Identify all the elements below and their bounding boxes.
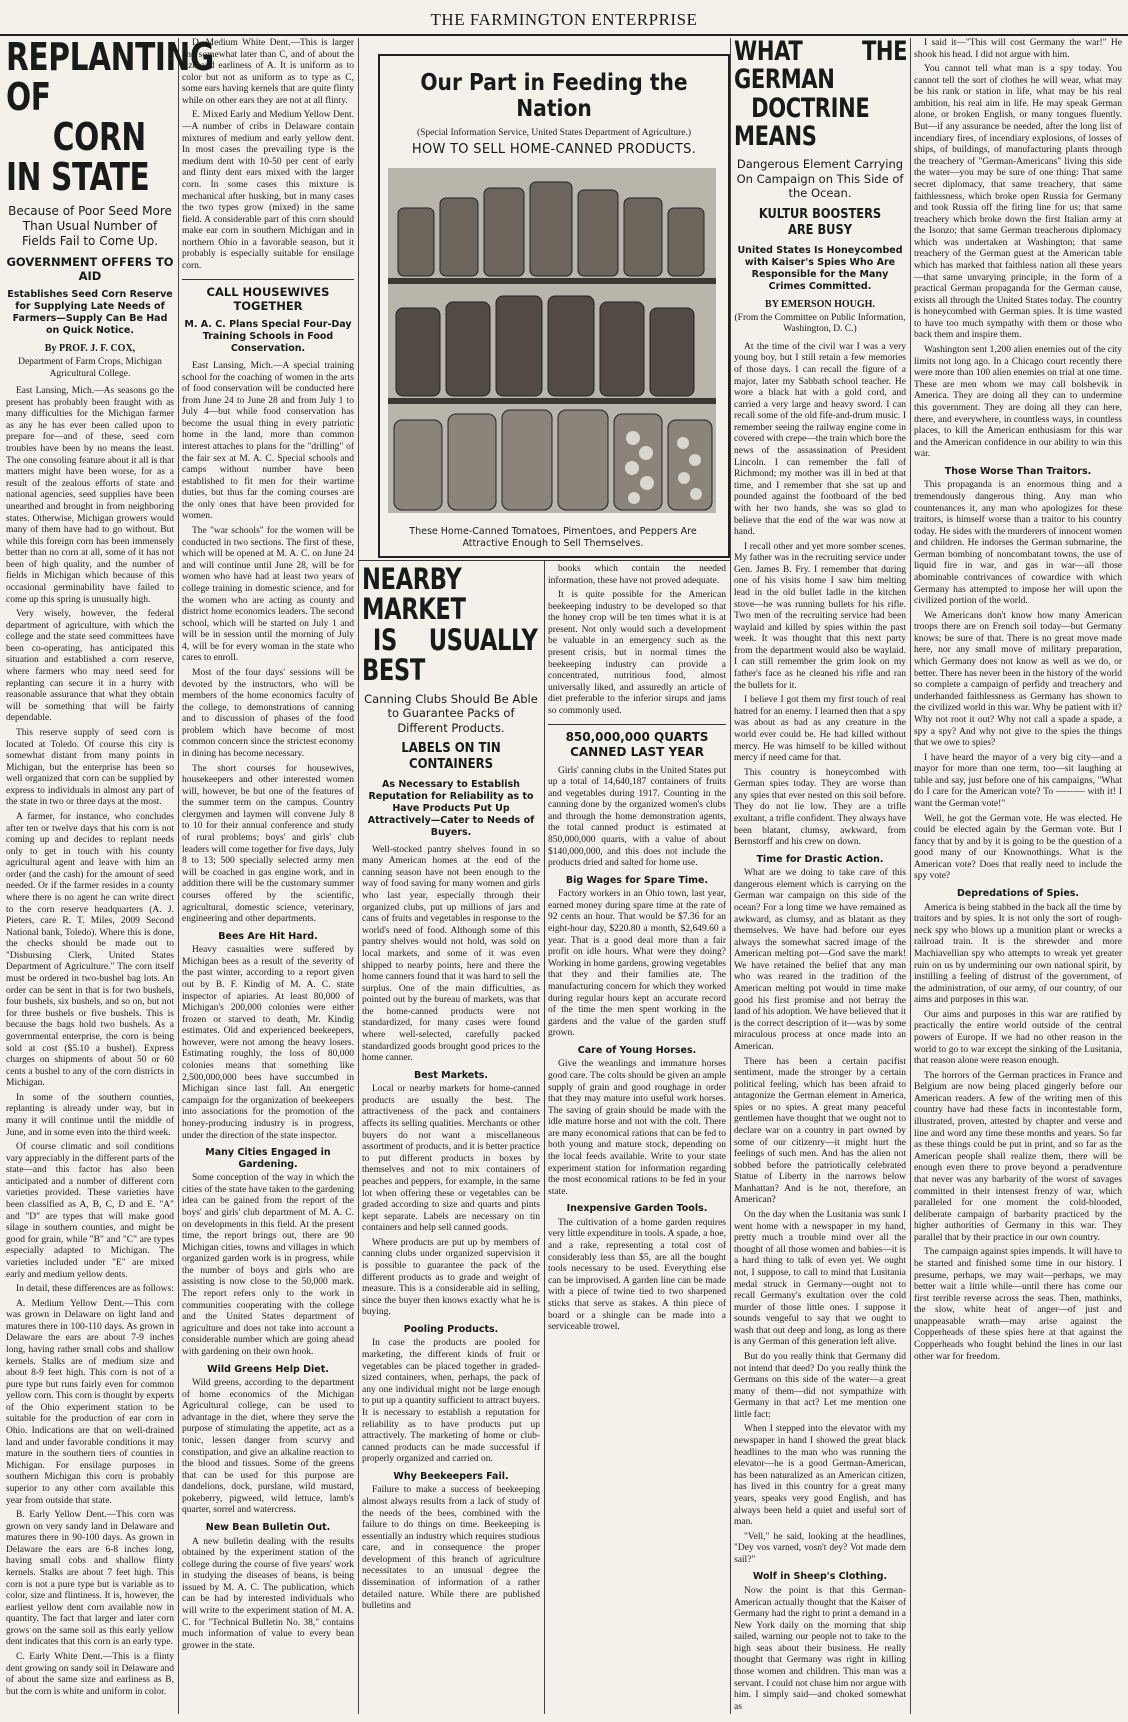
corn-paragraph: East Lansing, Mich.—As seasons go the present has probably been fraught with as many difficulties for the Michigan farmer as any he has ever been called upon to prepare for—and of these, seed corn troubles have been by no means the least. The one consoling feature about it all is that matters might have been worse, for as a result of the zealous efforts of state and national agencies, seed supplies have been unearthed and brought in from neighboring states. Otherwise, Michigan growers would many of them have had to go without. But while this foreign corn has been immensely better than no corn at all, some of it has not been of high quality, and the number of fields in Michigan which because of this occasional germinability have failed to come up this spring is unusually high. [6, 386, 174, 605]
masthead [0, 0, 1128, 36]
housewives-deck: M. A. C. Plans Special Four-Day Training Schools in Food Conservation. [184, 319, 352, 355]
market-headline: NEARBY MARKET IS USUALLY BEST [362, 562, 538, 688]
traitors-paragraph: This propaganda is an enormous thing and a tremendously dangerous thing. Any man who countenances it, any man who apologizes for these traitors, is himself worse than a traitor to his country today. He sides with the murderers of innocent women and children. He indorses the German submarine, the German bombing of noncombatant towns, the use of liquid fire in war, and gas in war—all those abominable contrivances of cowardice with which Germany has attempted to impose her will upon the civilized portion of the world. [914, 480, 1122, 607]
tools-paragraph: The cultivation of a home garden requires very little expenditure in tools. A spade, a hoe, and a rake, representing a total cost of considerably less than $5, are all the bought tools necessary to be used. Everything else can be improvised. A garden line can be made with a piece of twine tied to two sharpened sticks that serve as stakes. A thin piece of board or a shingle can be made into a serviceable trowel. [548, 1217, 726, 1333]
drastic-action-paragraph: What are we doing to take care of this dangerous element which is carrying on the German war campaign on this side of the ocean? For a long time we have remained as awkward, as clumsy, and as blatant as they themselves. We have had before our eyes always the somewhat sacred image of the American melting pot—God save the mark! We have retained the belief that any man who was reared in the tradition of the American melting pot would in time make good his first promise and not betray the land of his adoption. We have believed that it is the correct description of it—was by some miraculous process at once made into an American. [734, 868, 906, 1052]
housewives-paragraph: The "war schools" for the women will be conducted in two sections. The first of these, which will be opened at M. A. C. on June 24 and will continue until June 28, will be for women who have had at least two years of college training in domestic science, and for the women who are acting as county and district home economics leaders. The second school, which will be started on July 1 and will be in session until the morning of July 4, will be for every woman in the state who cares to enroll. [182, 526, 354, 664]
quarts-article [548, 564, 726, 1714]
beekeepers-heading: Why Beekeepers Fail. [393, 1470, 509, 1482]
traitors-heading: Those Worse Than Traitors. [944, 465, 1092, 477]
pooling-heading: Pooling Products. [403, 1323, 499, 1335]
column-rule [358, 38, 359, 1714]
depredations-paragraph: The horrors of the German practices in France and Belgium are now being placed gingerly before our American readers. A few of the writing men of this country have had these facts in incontestable form, illustrated, proven, attested by chapter and verse and line and word any time these months and years. So far as these things could be put in print, and so far as the American people shall realize them, there will be enough even there to prove beyond a peradventure that never was any barbarity of the worst of savages committed in their intensest frenzy of war, which paralleled for one moment the cold-blooded, deliberate campaign of barbarity practiced by the higher authorities of Germany in this war. They parallel that by their practice in our own country. [914, 1070, 1122, 1243]
horses-heading: Care of Young Horses. [577, 1044, 697, 1056]
spy-column [914, 38, 1122, 1714]
tools-heading: Inexpensive Garden Tools. [566, 1203, 708, 1215]
german-headline: WHAT THE GERMAN DOCTRINE MEANS [734, 36, 908, 153]
market-small-deck: As Necessary to Establish Reputation for Reliability as to Have Products Put Up Attractively—Cater to Needs of Buyers. [367, 779, 535, 838]
column-rule [544, 560, 545, 1714]
best-markets-paragraph: Where products are put up by members of canning clubs under organized supervision it is possible to guarantee the pack of the different products as to grade and weight of measure. This is a considerable aid in selling, since the buyer then knows exactly what he is buying. [362, 1237, 540, 1318]
depredations-paragraph: Our aims and purposes in this war are ratified by practically the entire world outside of the central powers of Europe. If we had no other reason in the world to go to war except the sinking of the Lusitania, that reason alone were reason enough. [914, 1009, 1122, 1067]
corn-paragraph: E. Mixed Early and Medium Yellow Dent.—A number of cribs in Delaware contain mixtures of medium and early yellow dent. In most cases the prevailing type is the medium dent with 10-50 per cent of early and flinty dent ears mixed with the larger corn. In some cases this mixture is mechanical after husking, but in many cases the two types grow (mixed) in the same field. A considerable part of this corn should make ear corn in southern Michigan and in northern Ohio in a favorable season, but it probably is especially suitable for ensilage corn. [182, 110, 354, 271]
german-credit: (From the Committee on Public Information, Washington, D. C.) [734, 312, 906, 335]
horses-paragraph: Give the weanlings and immature horses good care. The colts should be given an ample supply of grain and good roughage in order that they may mature into useful work horses. The saving of grain should be made with the idle mature horse and not with the colt. There are many economical rations that can be fed to both young and mature stock, depending on the local feeds available. Write to your state experiment station for information regarding the most economical rations to be fed in your state. [548, 1059, 726, 1197]
feeding-info: (Special Information Service, United States Department of Agriculture.) [416, 128, 692, 138]
corn-paragraph: A farmer, for instance, who concludes after ten or twelve days that his corn is not coming up and decides to replant needs only to get in touch with his county agricultural agent and leave with him an order (and the cash) for the amount of seed needed. Or if the farmer resides in a county where there is no agent he can write direct to the corn reserve headquarters (A. J. Pieters, care R. T. Miles, 2009 Second National bank, Toledo). Where this is done, the checks should be made out to "Disbursing Clerk, United States Department of Agriculture." The corn itself must be ordered in two-bushel bag lots. An order can be sent in that is for two bushels, four bushels, six bushels, and so on, but not for three bushels or five bushels. This is because the bags hold two bushels. As a governmental enterprise, the corn is being sold at cost ($5.10 a bushel). Express charges on shipments of about 50 or 60 cents a bushel to any of the corn districts in Michigan. [6, 811, 174, 1089]
german-paragraph: I believe I got them my first touch of real hatred for an enemy. I learned then that a spy was about as bad as any creature in the world ever could be. He had killed without mercy. He was himself to be killed without mercy if need came for that. [734, 695, 906, 764]
greens-paragraph: Wild greens, according to the department of home economics of the Michigan Agricultural college, can be used to advantage in the diet, where they serve the purpose of stimulating the appetite, act as a tonic, lessen danger from scurvy and constipation, and give an alkaline reaction to the blood and tissues. Some of the greens that can be used for this purpose are dandelions, dock, purslane, wild mustard, pokeberry, pigweed, wild lettuce, lamb's quarter, sorrel and watercress. [182, 1378, 354, 1516]
corn-deck: Because of Poor Seed More Than Usual Number of Fields Fail to Come Up. [8, 203, 172, 248]
german-paragraph: I recall other and yet more somber scenes. My father was in the recruiting service under Gen. James B. Fry. I remember that during one of his visits home I saw him melting lead in the old bullet ladle in the kitchen stove—he was running bullets for his rifle. Two men of the recruiting service had been waylaid and killed by spies within the past week. It was thought that this next party from the department would also be waylaid. I can still remember the grim look on my father's face as he cleaned his rifle and ran the bullets for it. [734, 541, 906, 691]
german-deck: Dangerous Element Carrying On Campaign on This Side of the Ocean. [736, 157, 904, 201]
corn-paragraph: D. Medium White Dent.—This is larger and somewhat later than C, and of about the size and earliness of A. It is uniform as to color but not as uniform as to type as C, some ears having kernels that are quite flinty while on other ears they are not at all flinty. [182, 38, 354, 106]
corn-paragraph: A. Medium Yellow Dent.—This corn was grown in Delaware on light land and matures there in 100-110 days. As grown in Delaware the ears are about 7-9 inches long, having rather small cobs and shallow kernels. Stalks are of medium size and about 8-9 feet high. This corn is not of a pure type but runs fairly even for common yellow corn. This corn is thought by experts of the Ohio experiment station to be suitable for the production of ear corn in Ohio. Indications are that on well-drained land and under favorable conditions it may mature in the southern tiers of counties in Michigan. For ensilage purposes in southern Michigan this corn is probably superior to any other corn available this year from outside that state. [6, 1298, 174, 1506]
wages-heading: Big Wages for Spare Time. [565, 874, 709, 886]
best-markets-paragraph: Local or nearby markets for home-canned products are usually the best. The attractiveness of the pack and containers affects its selling qualities. Merchants or other buyers do not want a miscellaneous assortment of products, and it is better practice to put different products in boxes by themselves and not to mix containers of peaches and peppers, for example, in the same lot when offering these or vegetables can be graded according to size and quarts and pints kept separate. Labels are necessary on tin containers and help sell canned goods. [362, 1084, 540, 1234]
drastic-action-paragraph: But do you really think that Germany did not intend that deed? Do you really think the Germans on this side of the water—a great many of them—did not sympathize with Germany in that act? Let me mention one little fact: [734, 1351, 906, 1420]
cities-paragraph: Some conception of the way in which the cities of the state have taken to the gardening idea can be gained from the report of the boys' and girls' club department of M. A. C. on developments in this field. At the present time, the report brings out, there are 90 Michigan cities, towns and villages in which organized garden work is in progress, while the number of boys and girls who are assisting is now close to the 50,000 mark. The report refers only to the work in communities cooperating with the college and the United States department of agriculture and does not take into account a considerable number which are going ahead with gardening on their own hook. [182, 1173, 354, 1357]
feeding-nation-box [378, 54, 730, 558]
bees-paragraph: Heavy casualties were suffered by Michigan bees as a result of the severity of the past winter, according to a report given out by B. F. Kindig of M. A. C. state inspector of apiaries. At least 80,000 of Michigan's 200,000 colonies were either frozen or starved to death, Mr. Kindig estimates. Old and experienced beekeepers, however, were not among the heavy losers. Estimating roughly, the loss of 80,000 colonies means that something like 2,500,000,000 bees have succumbed in Michigan since last fall. An energetic campaign for the organization of beekeepers into associations for the promotion of the honey-producing industry is in progress, under the direction of the state inspector. [182, 945, 354, 1141]
depredations-heading: Depredations of Spies. [956, 888, 1080, 900]
traitors-paragraph: I have heard the mayor of a very big city—and a mayor for more than one term, too—sit laughing at table and say, just before one of his campaigns, "What do I care for the American vote? To ——— with it! I want the German vote!" [914, 752, 1122, 809]
corn-article [6, 35, 214, 1714]
corn-headline: REPLANTING OF CORN IN STATE [6, 35, 214, 199]
corn-paragraph: Of course climatic and soil conditions vary appreciably in the different parts of the state—and this factor has also been anticipated and a number of different corn varieties provided. These varieties have been classified as A, B, C, D and E. "A" and "D" are types that will make good silage in southern counties, and might be good for grain, while "B" and "C" are types especially adapted to Michigan. The varieties included under "E" are mixed early and medium yellow dents. [6, 1142, 174, 1280]
corn-paragraph: B. Early Yellow Dent.—This corn was grown on very sandy land in Delaware and matures there in 90-100 days. As grown in Delaware the ears are 6-8 inches long, having small cobs and shallow flinty kernels. Stalks are about 7 feet high. This corn is not a pure type but is variable as to color, size and flintiness. It is, however, the earliest yellow dent corn available now in quantity. The fact that larger and later corn grows on the same soil as this early yellow dent indicates that this corn is an early type. [6, 1510, 174, 1648]
corn-paragraph: In some of the southern counties, replanting is already under way, but in many it will continue until the middle of June, and in some even into the third week. [6, 1092, 174, 1138]
drastic-action-heading: Time for Drastic Action. [756, 853, 884, 865]
drastic-action-paragraph: On the day when the Lusitania was sunk I went home with a newspaper in my hand, pretty much a trouble mind over all the thought of all those women and babies—it is a hard thing to talk of even yet. We ought not, I suppose, to call to mind that Lusitania medal struck in Germany—ought not to recall Germany's exultation over the cold murder of those little ones. I suppose it sounds vengeful to say that we ought to wash that out deep and long, as long as there is any German of this generation left alive. [734, 1210, 906, 1348]
housewives-paragraph: Most of the four days' sessions will be devoted by the instructors, who will be members of the home economics faculty of the college, to demonstrations of canning and to discussion of phases of the food problem which have become of most common concern since the strictest economy in dining has become necessary. [182, 667, 354, 760]
drastic-action-paragraph: There has been a certain pacifist sentiment, made the stronger by a certain political feeling, which has been afraid to antagonize the German element in America, spies or no spies. A great many peaceful gentlemen have thought that we ought not to declare war on a country in part owned by some of our citizenry—it might hurt the feelings of such men. And has the alien not sobbed before the patriotically celebrated Statue of Liberty in the narrows below Manhattan? And is he not, therefore, an American? [734, 1056, 906, 1206]
bulletin-heading: New Bean Bulletin Out. [205, 1522, 331, 1534]
wolf-paragraph: Now the point is that this German-American actually thought that the Kaiser of Germany had the right to print a demand in a New York daily on the morning that ship sailed, warning our people not to take to the high seas about their business. He really thought that Germany was right in killing those women and children. This man was a servant. I could not chase him nor argue with him. I simply said—and choked somewhat as [734, 1585, 906, 1712]
traitors-paragraph: We Americans don't know how many American troops there are on French soil today—but Germany knows; be sure of that. There is no great move made here, nor any small move of military preparation, which Germany does not know as well as we do, or better. There has never been in the history of the world so complete a campaign of perfidy and treachery and underhanded faithlessness as Germany has shown to the civilized world in this war. Why be patient with it? Why not root it out? Why not call a spade a spade, a spy a spy? And why not give to the spies the things that we owe to spies? [914, 610, 1122, 749]
greens-heading: Wild Greens Help Diet. [207, 1363, 329, 1375]
housewives-headline: CALL HOUSEWIVES TOGETHER [182, 279, 354, 314]
feeding-title: Our Part in Feeding the Nation [420, 70, 688, 122]
cities-heading: Many Cities Engaged in Gardening. [205, 1147, 331, 1170]
corn-credit: Department of Farm Crops, Michigan Agricultural College. [18, 357, 162, 379]
german-article [734, 38, 906, 1714]
market-article [362, 564, 540, 1714]
wolf-heading: Wolf in Sheep's Clothing. [752, 1571, 888, 1583]
corn-small-deck: Establishes Seed Corn Reserve for Supplying Late Needs of Farmers—Supply Can Be Had on Quick Notice. [7, 289, 173, 336]
column-rule [178, 38, 179, 1714]
bees-heading: Bees Are Hit Hard. [218, 930, 318, 942]
beekeepers-paragraph: Failure to make a success of beekeeping almost always results from a lack of study of the needs of the bees, combined with the failure to do things on time. Beekeeping is essentially an industry which requires studious care, and in consequence the proper development of this branch of agriculture necessitates to an unusual degree the dissemination of information of a rather detailed nature. While there are published bulletins and [362, 1485, 540, 1612]
market-subhead: LABELS ON TIN CONTAINERS [401, 740, 501, 773]
pooling-paragraph: In case the products are pooled for marketing, the different kinds of fruit or vegetables can be placed together in graded-sized containers, when, perhaps, the pack of any one individual might not be large enough to put up a quantity sufficient to attract buyers. It is necessary to establish a reputation for reliability as to have products put up attractively. The marketing of home or club-canned products can be made successful if properly organized and carried on. [362, 1338, 540, 1465]
corn-paragraph: This reserve supply of seed corn is located at Toledo. Of course this city is somewhat distant from many points in Michigan, but the enterprise has been so well organized that corn can be supplied by express to individuals in almost any part of the state in two or three days at the most. [6, 727, 174, 808]
corn-subhead: GOVERNMENT OFFERS TO AID [6, 254, 174, 283]
depredations-paragraph: America is being stabbed in the back all the time by traitors and by spies. It is not only the sort of rough-neck spy who blows up a munition plant or wrecks a railroad train. It is the shrewder and more Machiavellian spy who attempts to wreak yet greater ruin on us by undermining our own national spirit, by instilling a feeling of distrust of the government, of the administration, of our army, of our country, of our aims and purposes in this war. [914, 902, 1122, 1006]
german-small-deck: United States Is Honeycombed with Kaiser's Spies Who Are Responsible for the Many Crimes Committed. [737, 245, 903, 292]
german-subhead: KULTUR BOOSTERS ARE BUSY [758, 206, 882, 238]
market-deck: Canning Clubs Should Be Able to Guarantee Packs of Different Products. [364, 691, 538, 735]
depredations-paragraph: The campaign against spies impends. It will have to be started and finished some time in our history. I presume, perhaps, we may wait—perhaps, we may better wait a little while—until there has come our first terrible reverse across the seas. Then, mathinks, the slow, white heat of anger—of just and unappeasable wrath—may arise against the Copperheads of these spies here at that against the Copperheads who fought behind the lines in our last other war for freedom. [914, 1247, 1122, 1362]
quarts-paragraph: Girls' canning clubs in the United States put up a total of 14,640,187 containers of fruits and vegetables during 1917. Counting in the canning done by the organized women's clubs and through the home demonstration agents, the total canned product is estimated at 850,000,000 quarts, with a value of about $140,000,000, and this does not include the products dried and salted for home use. [548, 765, 726, 869]
section-rule [358, 560, 730, 561]
housewives-column [182, 38, 354, 1714]
drastic-action-paragraph: When I stepped into the elevator with my newspaper in hand I showed the great black headlines to the man who was running the elevator—he is a good German-American, has been naturalized as an American citizen, has lived in this country for a great many years, speaks very good English, and has always been held a quiet and useful sort of man. [734, 1424, 906, 1528]
canned-jars-illustration [388, 168, 716, 513]
feeding-head: HOW TO SELL HOME-CANNED PRODUCTS. [411, 142, 697, 157]
spy-paragraph: Washington sent 1,200 alien enemies out of the city limits not long ago. In a Chicago court recently there were more than 100 alien enemies on trial at one time. These are men whom we may call bolshevik in America. They are doing all they can to undermine this government. They are doing all they can here, there, and everywhere, in countless ways, in countless places, to kill the American enthusiasm for this war and the American confidence in our ability to win this war. [914, 345, 1122, 460]
wages-paragraph: Factory workers in an Ohio town, last year, earned money during spare time at the rate of 92 cents an hour. That would be $7.36 for an eight-hour day, $220.80 a month, $2,649.60 a year. That is a good deal more than a fair profit on idle hours. What were they doing? Working in home gardens, growing vegetables that they and their families ate. The manufacturing concern for which they worked during regular hours kept an accurate record of the time the men spent working in the gardens and the value of the garden stuff grown. [548, 889, 726, 1039]
german-paragraph: This country is honeycombed with German spies today. They are worse than any spies that ever nested on this soil before. They do not lie low. They are a trifle exultant, a trifle confident. They always have been blatant, clumsy, awkward, from Bernstorff and his crew on down. [734, 767, 906, 848]
bulletin-paragraph: A new bulletin dealing with the results obtained by the experiment station of the college during the course of five years' work in studying the diseases of beans, is being issued by M. A. C. The publication, which can be had by interested individuals who will write to the experiment station of M. A. C. for "Technical Bulletin No. 38," contains much information of value to every bean grower in the state. [182, 1536, 354, 1651]
column-rule [910, 38, 911, 1714]
best-markets-heading: Best Markets. [413, 1069, 489, 1081]
spy-paragraph: I said it—"This will cost Germany the war!" He shook his head. I did not argue with him. [914, 38, 1122, 60]
drastic-action-paragraph: "Vell," he said, looking at the headlines, "Dey vos varned, vosn't dey? Vot made dem sail?" [734, 1531, 906, 1565]
quarts-headline: 850,000,000 QUARTS CANNED LAST YEAR [548, 724, 726, 760]
spy-paragraph: You cannot tell what man is a spy today. You cannot tell the sort of clothes he will wear, what may be his rank or station in life, what may be his real ambition, his real aim in life. He may speak German alone, or broken English, or many tongues fluently. But—if any assurance be needed, after the long list of incendiary fires, of incendiary explosions, of losses of ships, of buildings, of manufacturing plants through the treachery of "German-Americans" living this side the water—you may be sure of one thing: That same secret diplomacy, that same treachery, that same faithlessness, which broke open Russia for Germany and took Russia off the firing line for us; that same treachery which broke down the first Italian army at the Isonzo; that same German treacherous diplomacy which was undertaken at Washington; that same treachery of the German guest at the American table which has marked that faithless nation all these years—that same unvarying principle, in the form of a practical German propaganda for the German cause, exists all through the United States today. The country is honeycombed with German spies. It is time wasted to have too much sympathy with them or those who back them and inspire them. [914, 64, 1122, 341]
market-paragraph: Well-stocked pantry shelves found in so many American homes at the end of the canning season have not been enough to the way of food saving for many women and girls who last year, especially through their organized clubs, put up millions of jars and cans of fruits and vegetables in response to the world's need of food. Although some of this pantry shelves would not hold, was sold on local markets, and some of it was even shipped to nearby points, here and there the home canners found that it was hard to sell the surplus. One of the main difficulties, as pointed out by the bureau of markets, was that the home-canned products were not standardized, for many cases were found where well-selected, carefully packed standardized goods brought good prices to the home canner. [362, 844, 540, 1064]
corn-paragraph: C. Early White Dent.—This is a flinty dent growing on sandy soil in Delaware and of about the same size and earliness as B, but the corn is white and uniform in color. [6, 1652, 174, 1697]
photo-caption: These Home-Canned Tomatoes, Pimentoes, and Peppers Are Attractive Enough to Sell Themselves. [409, 526, 697, 549]
german-byline: BY EMERSON HOUGH. [765, 298, 875, 310]
housewives-paragraph: East Lansing, Mich.—A special training school for the coaching of women in the arts of food conservation will be conducted here from June 24 to June 28 and from July 1 to July 4—but while food conservation has become the usual thing in every patriotic home in the land, more than common interest attaches to plans for the "drilling" of the fair sex at M. A. C. Special schools and camps without number have been established to fit men for their wartime duties, but thus far the coming courses are the only ones that have been provided for women. [182, 360, 354, 522]
canned-jars-photo [388, 168, 716, 513]
traitors-paragraph: Well, he got the German vote. He was elected. He could be elected again by the German vote. But I fancy that by and by it is going to be the question of a good many of our Knownothings. What is the American vote? Does that really need to include the spy vote? [914, 813, 1122, 882]
corn-byline: By PROF. J. F. COX, [44, 342, 136, 354]
bees-continued-paragraph: It is quite possible for the American beekeeping industry to be developed so that the honey crop will be ten times what it is at present. Not only would such a development be valuable in an emergency such as the present crisis, but in normal times the beekeeping industry can provide a concentrated, nutritious food, almost universally liked, and assuredly an article of diet preferable to the inferior sirups and jams so commonly used. [548, 590, 726, 716]
corn-paragraph: Very wisely, however, the federal department of agriculture, with which the college and the state seed committees have been co-operating, has anticipated this situation and established a corn reserve, where farmers who may need seed for replanting can secure it in a hurry with reasonable assurance that what they obtain will be something that will be fairly dependable. [6, 609, 174, 724]
column-rule [730, 38, 731, 1714]
newspaper-title: THE FARMINGTON ENTERPRISE [430, 10, 698, 29]
housewives-paragraph: The short courses for housewives, housekeepers and other interested women will, however, be but one of the features of the summer term on the campus. Country clergymen and laymen will convene July 8 to 10 for their annual conference and study of rural problems; boys' and girls' club leaders will come together for five days, July 8 to 13; 500 specially selected army men will be coached in gas engine work, and in addition there will be the customary summer courses offered by the scientific, agricultural, domestic science, veterinary, engineering and other departments. [182, 763, 354, 925]
corn-paragraph: In detail, these differences are as follows: [16, 1284, 174, 1295]
bees-continued-paragraph: books which contain the needed information, these have not proved adequate. [548, 564, 726, 586]
german-paragraph: At the time of the civil war I was a very young boy, but I still retain a few memories of those days. I can recall the figure of a major, later my Sabbath school teacher. He wore a black hat with a gold cord, and carried a very large and heavy sword. I can recall some of the old fife-and-drum music. I remember seeing the railway engine come in covered with crepe—the train which bore the news of the assassination of President Lincoln. I can remember the fall of Richmond; my mother was ill in bed at that time, and I remember that she sat up and pounded against the footboard of the bed with her two hands, she was so glad to believe that the end of the war was now at hand. [734, 341, 906, 538]
